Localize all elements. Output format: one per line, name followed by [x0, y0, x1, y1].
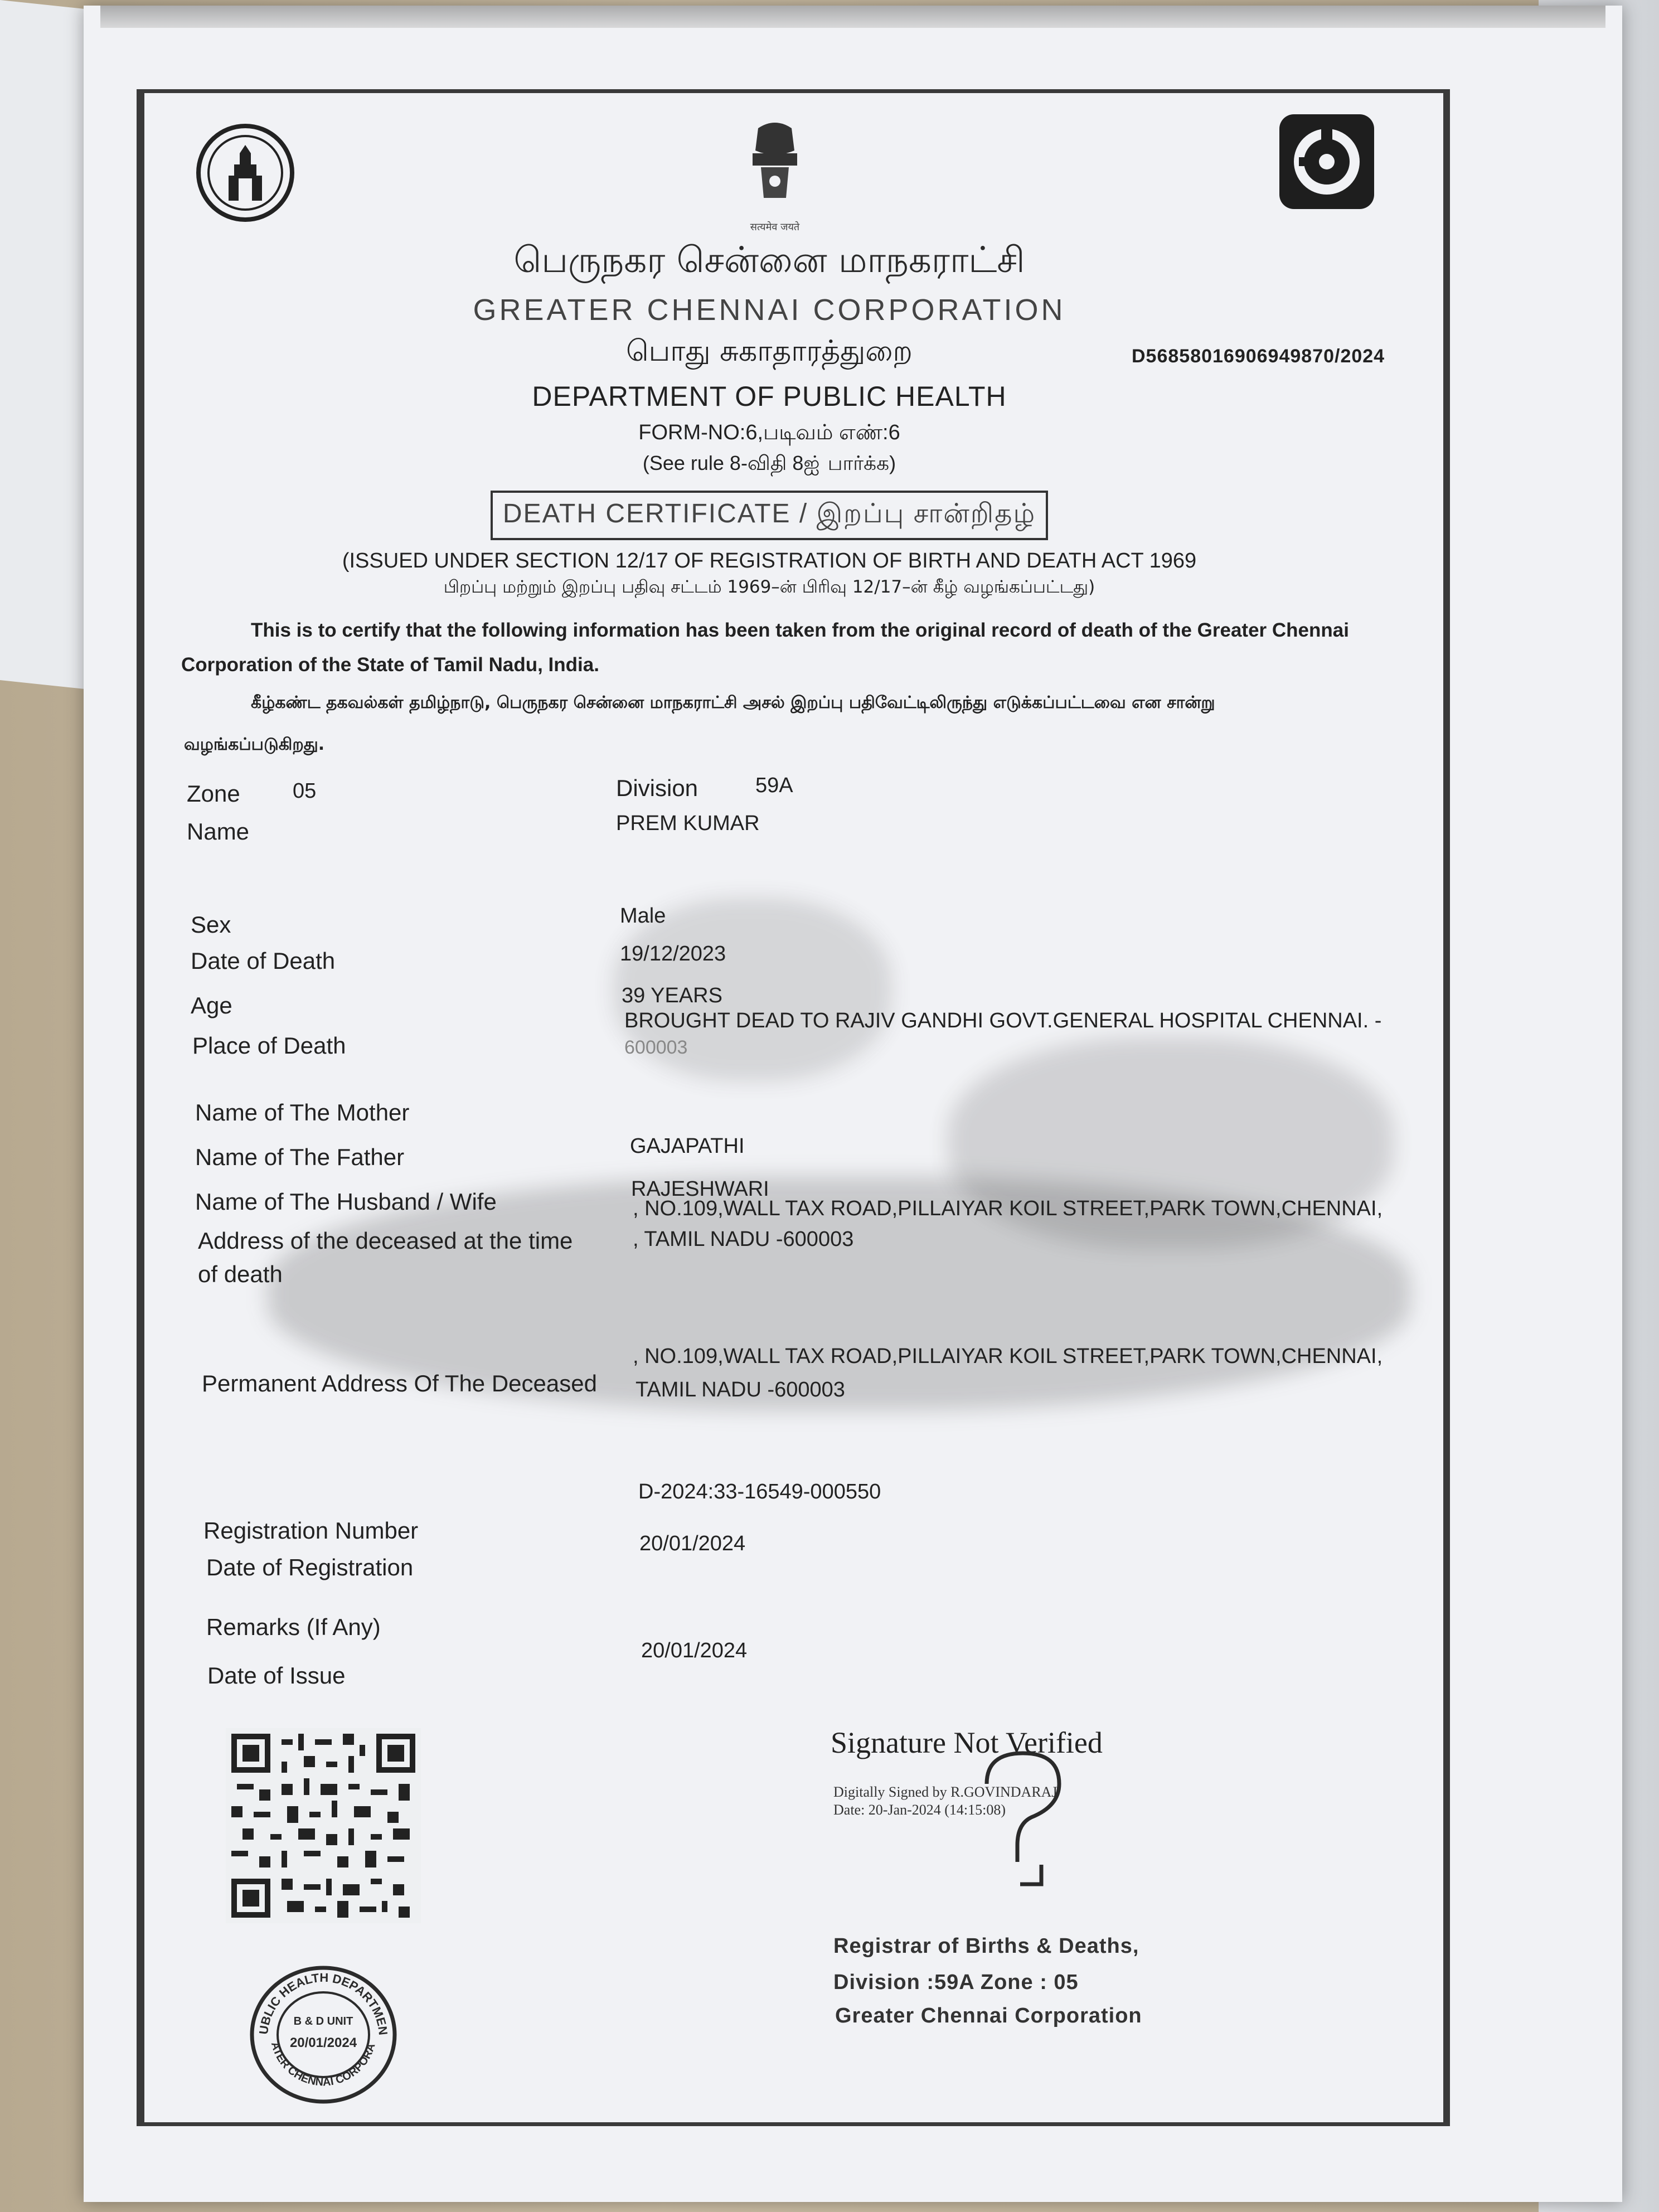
zone-label: Zone	[187, 780, 240, 807]
name-value: PREM KUMAR	[616, 812, 760, 835]
date-of-issue-value: 20/01/2024	[641, 1639, 748, 1662]
zone-value: 05	[293, 779, 317, 803]
place-of-death-label: Place of Death	[192, 1032, 346, 1059]
stamp-bottom-text: ATER CHENNAI CORPORA	[268, 2040, 378, 2089]
registrar-line2: Division :59A Zone : 05	[833, 1971, 1079, 1994]
registrar-line3: Greater Chennai Corporation	[835, 2004, 1142, 2027]
age-value: 39 YEARS	[622, 984, 722, 1007]
photocopy-top-band	[100, 6, 1605, 28]
division-value: 59A	[755, 774, 793, 797]
date-of-death-label: Date of Death	[191, 948, 336, 974]
address-at-death-label-line1: Address of the deceased at the time	[198, 1228, 573, 1254]
form-number: FORM-NO:6,படிவம் எண்:6	[638, 421, 900, 444]
registration-number-label: Registration Number	[203, 1517, 419, 1544]
certificate-title-wrap	[84, 491, 1455, 540]
date-of-registration-label: Date of Registration	[206, 1554, 414, 1580]
certify-english-line2: Corporation of the State of Tamil Nadu, India.	[181, 654, 599, 676]
address-at-death-label-line2: of death	[198, 1261, 283, 1287]
certificate-title: DEATH CERTIFICATE / இறப்பு சான்றிதழ்	[491, 491, 1048, 540]
issued-under-tamil: பிறப்பு மற்றும் இறப்பு பதிவு சட்டம் 1969–ன் பிரிவு 12/17–ன் கீழ் வழங்கப்பட்டது)	[443, 577, 1095, 597]
sex-label: Sex	[191, 911, 231, 938]
address-at-death-value-line1: , NO.109,WALL TAX ROAD,PILLAIYAR KOIL STREET,PARK TOWN,CHENNAI,	[633, 1197, 1383, 1220]
issued-under-english: (ISSUED UNDER SECTION 12/17 OF REGISTRATION OF BIRTH AND DEATH ACT 1969	[342, 549, 1197, 573]
registrar-line1: Registrar of Births & Deaths,	[833, 1934, 1139, 1958]
address-at-death-value-line2: , TAMIL NADU -600003	[633, 1228, 854, 1251]
permanent-address-label: Permanent Address Of The Deceased	[202, 1370, 597, 1396]
signature-signed-by: Digitally Signed by R.GOVINDARAJ	[833, 1784, 1058, 1800]
permanent-address-value-line2: TAMIL NADU -600003	[636, 1378, 845, 1401]
tamil-nadu-emblem-icon	[195, 123, 295, 226]
signature-question-mark-icon	[976, 1750, 1070, 1909]
father-name-label: Name of The Father	[195, 1144, 405, 1170]
place-of-death-value-line1: BROUGHT DEAD TO RAJIV GANDHI GOVT.GENERAL HOSPITAL CHENNAI. -	[624, 1009, 1382, 1032]
stamp-outer-text: UBLIC HEALTH DEPARTMEN	[256, 1970, 391, 2036]
certificate-id: D56858016906949870/2024	[1132, 346, 1385, 367]
certify-tamil-line2: வழங்கப்படுகிறது.	[184, 735, 325, 754]
place-of-death-value-line2: 600003	[624, 1037, 688, 1058]
title-tamil: பெருநகர சென்னை மாநகராட்சி	[513, 240, 1025, 281]
gcc-logo-icon	[1277, 111, 1377, 215]
department-english: DEPARTMENT OF PUBLIC HEALTH	[532, 381, 1007, 412]
signature-date: Date: 20-Jan-2024 (14:15:08)	[833, 1802, 1006, 1818]
spouse-name-label: Name of The Husband / Wife	[195, 1189, 497, 1215]
date-of-registration-value: 20/01/2024	[639, 1532, 746, 1555]
name-label: Name	[187, 818, 250, 845]
father-name-value: GAJAPATHI	[630, 1134, 745, 1158]
certificate-page	[84, 6, 1622, 2202]
stamp-unit: B & D UNIT	[293, 2015, 353, 2027]
health-department-stamp	[245, 1962, 401, 2110]
date-of-issue-label: Date of Issue	[207, 1662, 346, 1689]
rule-reference: (See rule 8-விதி 8ஐ் பார்க்க)	[642, 452, 896, 474]
certify-tamil-line1: கீழ்கண்ட தகவல்கள் தமிழ்நாடு, பெருநகர சென்னை மாநகராட்சி அசல் இறப்பு பதிவேட்டிலிருந்து எடுக்கப்பட்டவை என சான்று	[251, 693, 1215, 712]
stamp-date: 20/01/2024	[289, 2035, 357, 2050]
sex-value: Male	[620, 904, 666, 928]
certify-english-line1: This is to certify that the following information has been taken from the original record of death of the Greater Chennai	[251, 619, 1349, 641]
ashoka-emblem-icon	[736, 117, 814, 234]
remarks-label: Remarks (If Any)	[206, 1614, 381, 1640]
qr-code	[226, 1728, 421, 1926]
division-label: Division	[616, 775, 698, 801]
spouse-name-value: RAJESHWARI	[631, 1177, 769, 1201]
mother-name-label: Name of The Mother	[195, 1099, 410, 1126]
age-label: Age	[191, 992, 232, 1018]
department-tamil: பொது சுகாதாரத்துறை	[626, 334, 913, 368]
date-of-death-value: 19/12/2023	[620, 942, 726, 966]
title-english: GREATER CHENNAI CORPORATION	[473, 293, 1066, 327]
permanent-address-value-line1: , NO.109,WALL TAX ROAD,PILLAIYAR KOIL STREET,PARK TOWN,CHENNAI,	[633, 1345, 1383, 1368]
registration-number-value: D-2024:33-16549-000550	[638, 1480, 881, 1503]
emblem-motto: सत्यमेव जयते	[750, 221, 800, 233]
signature-status: Signature Not Verified	[831, 1726, 1103, 1759]
